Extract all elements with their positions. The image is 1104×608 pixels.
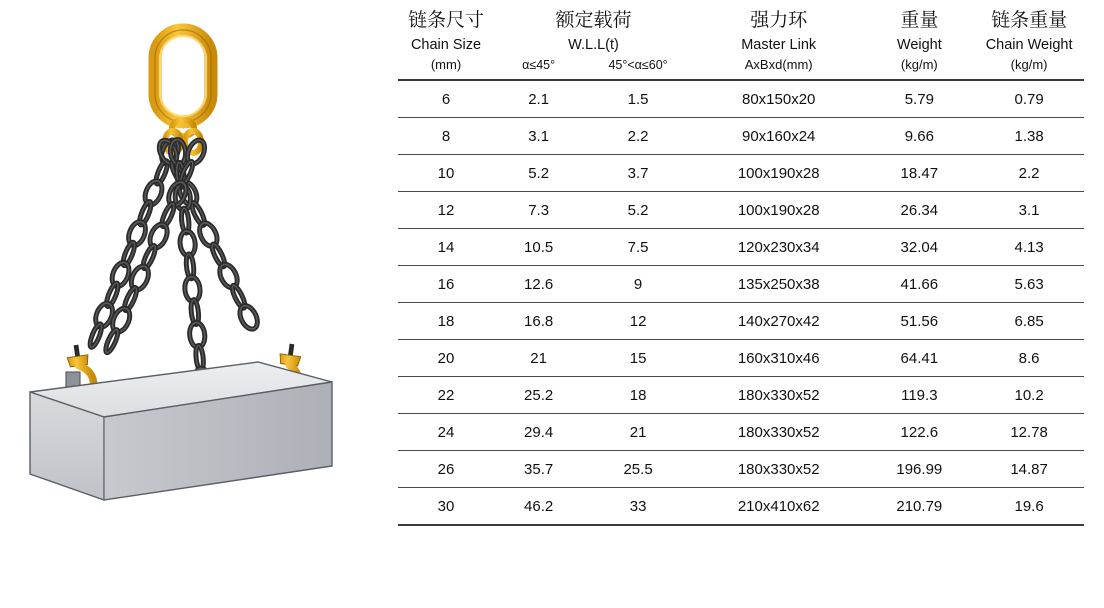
cell-wll-45: 2.1 <box>494 80 583 118</box>
cell-master-link: 80x150x20 <box>693 80 865 118</box>
cell-chain-size: 10 <box>398 155 494 192</box>
cell-wll-45: 7.3 <box>494 192 583 229</box>
cell-chain-weight: 2.2 <box>974 155 1084 192</box>
chain-sling-illustration <box>0 0 390 608</box>
cell-master-link: 210x410x62 <box>693 488 865 526</box>
cell-weight: 9.66 <box>864 118 974 155</box>
cell-wll-45: 46.2 <box>494 488 583 526</box>
cell-wll-45: 5.2 <box>494 155 583 192</box>
cell-wll-60: 25.5 <box>583 451 693 488</box>
cell-chain-weight: 1.38 <box>974 118 1084 155</box>
chain-leg-left <box>84 138 181 350</box>
cell-wll-60: 12 <box>583 303 693 340</box>
cell-master-link: 100x190x28 <box>693 155 865 192</box>
cell-master-link: 140x270x42 <box>693 303 865 340</box>
cell-chain-size: 24 <box>398 414 494 451</box>
cell-wll-45: 25.2 <box>494 377 583 414</box>
cell-wll-60: 15 <box>583 340 693 377</box>
header-row-cn <box>398 8 1084 35</box>
header-chain-size-en: Chain Size <box>410 36 482 53</box>
cell-wll-60: 5.2 <box>583 192 693 229</box>
cell-chain-weight: 10.2 <box>974 377 1084 414</box>
header-wll-cn: 额定载荷 <box>555 10 632 31</box>
specification-table <box>398 8 1084 526</box>
cell-master-link: 180x330x52 <box>693 451 865 488</box>
header-row-units <box>398 56 1084 81</box>
cell-chain-weight: 8.6 <box>974 340 1084 377</box>
cell-master-link: 180x330x52 <box>693 377 865 414</box>
cell-wll-45: 35.7 <box>494 451 583 488</box>
table-header <box>398 8 1084 80</box>
cell-chain-size: 16 <box>398 266 494 303</box>
header-weight-en: Weight <box>896 36 942 53</box>
table-row <box>398 414 1084 451</box>
table-row <box>398 155 1084 192</box>
cell-weight: 18.47 <box>864 155 974 192</box>
cell-weight: 122.6 <box>864 414 974 451</box>
header-chain-weight-unit: (kg/m) <box>974 56 1084 81</box>
cell-weight: 32.04 <box>864 229 974 266</box>
cell-master-link: 180x330x52 <box>693 414 865 451</box>
table-row <box>398 192 1084 229</box>
specification-table-panel <box>390 0 1104 608</box>
chain-sling-drawing <box>0 0 390 608</box>
cell-weight: 41.66 <box>864 266 974 303</box>
header-wll-angle-45: α≤45° <box>494 56 583 81</box>
table-row <box>398 80 1084 118</box>
cell-chain-size: 26 <box>398 451 494 488</box>
cell-wll-60: 18 <box>583 377 693 414</box>
header-chain-size-unit: (mm) <box>398 56 494 81</box>
table-body <box>398 80 1084 525</box>
cell-chain-size: 22 <box>398 377 494 414</box>
header-master-link-unit: AxBxd(mm) <box>693 56 865 81</box>
cell-wll-60: 2.2 <box>583 118 693 155</box>
cell-wll-45: 3.1 <box>494 118 583 155</box>
cell-wll-60: 7.5 <box>583 229 693 266</box>
cell-chain-weight: 3.1 <box>974 192 1084 229</box>
header-row-en <box>398 35 1084 56</box>
header-weight-cn: 重量 <box>900 10 939 31</box>
header-master-link-en: Master Link <box>741 36 817 53</box>
table-row <box>398 303 1084 340</box>
cell-chain-size: 30 <box>398 488 494 526</box>
header-chain-size-cn: 链条尺寸 <box>408 10 485 31</box>
cell-chain-size: 8 <box>398 118 494 155</box>
header-wll-en: W.L.L(t) <box>568 36 619 53</box>
header-chain-weight-cn: 链条重量 <box>991 10 1068 31</box>
cell-master-link: 120x230x34 <box>693 229 865 266</box>
cell-weight: 210.79 <box>864 488 974 526</box>
table-row <box>398 451 1084 488</box>
cell-master-link: 90x160x24 <box>693 118 865 155</box>
cell-wll-45: 12.6 <box>494 266 583 303</box>
cell-chain-weight: 19.6 <box>974 488 1084 526</box>
cell-chain-weight: 6.85 <box>974 303 1084 340</box>
cell-weight: 196.99 <box>864 451 974 488</box>
cell-wll-60: 1.5 <box>583 80 693 118</box>
cell-wll-60: 21 <box>583 414 693 451</box>
cell-weight: 64.41 <box>864 340 974 377</box>
cell-chain-size: 6 <box>398 80 494 118</box>
cell-master-link: 100x190x28 <box>693 192 865 229</box>
chain-leg-far-left <box>156 137 261 331</box>
cell-weight: 5.79 <box>864 80 974 118</box>
cell-weight: 26.34 <box>864 192 974 229</box>
cell-wll-45: 10.5 <box>494 229 583 266</box>
cell-master-link: 135x250x38 <box>693 266 865 303</box>
cell-chain-weight: 0.79 <box>974 80 1084 118</box>
header-wll-angle-60: 45°<α≤60° <box>583 56 693 81</box>
cell-weight: 119.3 <box>864 377 974 414</box>
cell-wll-45: 16.8 <box>494 303 583 340</box>
cell-chain-weight: 12.78 <box>974 414 1084 451</box>
cell-chain-size: 18 <box>398 303 494 340</box>
cell-chain-size: 20 <box>398 340 494 377</box>
cell-wll-45: 21 <box>494 340 583 377</box>
cell-weight: 51.56 <box>864 303 974 340</box>
table-row <box>398 229 1084 266</box>
cell-wll-60: 3.7 <box>583 155 693 192</box>
cell-wll-45: 29.4 <box>494 414 583 451</box>
table-row <box>398 488 1084 526</box>
table-row <box>398 377 1084 414</box>
header-chain-weight-en: Chain Weight <box>985 36 1073 53</box>
cell-chain-size: 14 <box>398 229 494 266</box>
table-row <box>398 340 1084 377</box>
cell-wll-60: 33 <box>583 488 693 526</box>
cell-chain-weight: 14.87 <box>974 451 1084 488</box>
table-row <box>398 118 1084 155</box>
table-row <box>398 266 1084 303</box>
master-link-icon <box>155 30 211 122</box>
header-weight-unit: (kg/m) <box>864 56 974 81</box>
header-master-link-cn: 强力环 <box>750 10 808 31</box>
cell-chain-size: 12 <box>398 192 494 229</box>
cell-master-link: 160x310x46 <box>693 340 865 377</box>
cell-chain-weight: 5.63 <box>974 266 1084 303</box>
cell-chain-weight: 4.13 <box>974 229 1084 266</box>
cell-wll-60: 9 <box>583 266 693 303</box>
